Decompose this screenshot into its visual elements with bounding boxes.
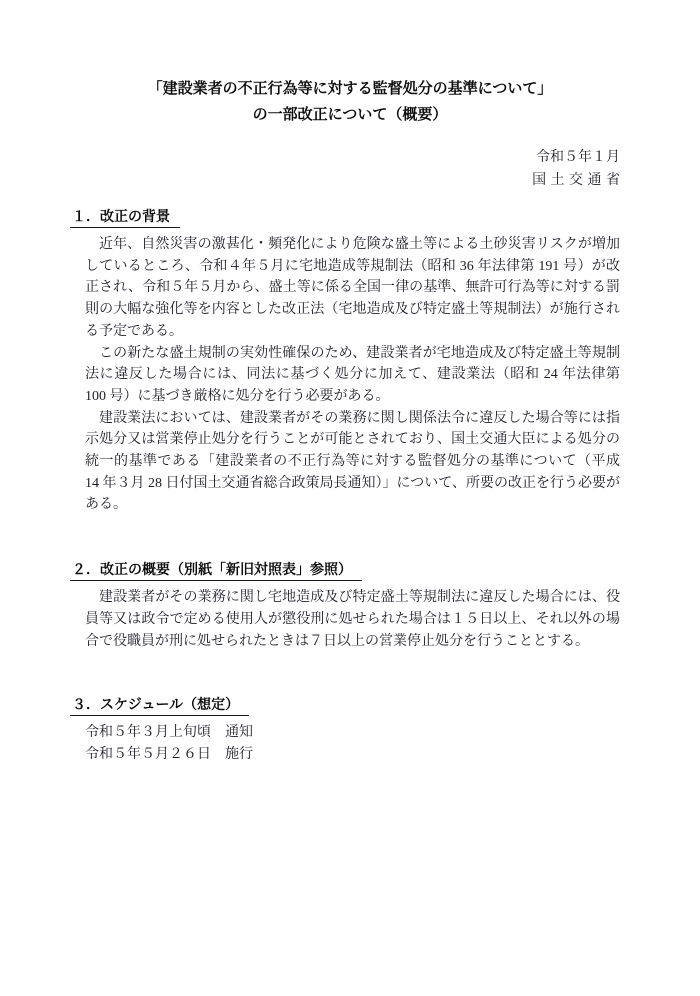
section-overview-heading: [70, 561, 700, 581]
background-paragraph-2: この新たな盛土規制の実効性確保のため、建設業者が宅地造成及び特定盛土等規制法に違反した場合には、同法に基づく処分に加えて、建設業法（昭和 24 年法律第 100 号）に基づき厳格に処分を行う必要がある。: [85, 345, 620, 404]
section-background: [0, 208, 700, 516]
section-overview-heading-text: ２．改正の概要（別紙「新旧対照表」参照）: [70, 561, 362, 581]
document-meta: [0, 146, 700, 192]
section-background-heading: [70, 208, 700, 228]
section-schedule: [0, 696, 700, 765]
document-title: [0, 0, 700, 128]
section-overview: [0, 561, 700, 652]
section-schedule-heading: [70, 696, 700, 716]
section-schedule-heading-text: ３．スケジュール（想定）: [70, 696, 249, 716]
schedule-item-enforcement: 令和５年５月２６日 施行: [85, 746, 253, 762]
background-paragraph-1: 近年、自然災害の激甚化・頻発化により危険な盛土等による土砂災害リスクが増加しているところ、令和４年５月に宅地造成等規制法（昭和 36 年法律第 191 号）が改正され、令和５年５月から、盛土等に係る全国一律の基準、無許可行為等に対する罰則の大幅な強化等を内容とした改正法（宅地造成及び特定盛土等規制法）が施行される予定である。: [85, 237, 620, 339]
overview-paragraph-1: 建設業者がその業務に関し宅地造成及び特定盛土等規制法に違反した場合には、役員等又は政令で定める使用人が懲役刑に処せられた場合は１５日以上、それ以外の場合で役職員が刑に処せられたときは７日以上の営業停止処分を行うこととする。: [85, 590, 620, 649]
section-background-heading-text: １．改正の背景: [70, 208, 180, 228]
background-paragraph-3: 建設業法においては、建設業者がその業務に関し関係法令に違反した場合等には指示処分又は営業停止処分を行うことが可能とされており、国土交通大臣による処分の統一的基準である「建設業者の不正行為等に対する監督処分の基準について（平成 14 年３月 28 日付国土交通省総合政策局長通知）」について、所要の改正を行う必要がある。: [85, 410, 620, 513]
title-line-2: の一部改正について（概要）: [252, 106, 448, 123]
schedule-item-notice: 令和５年３月上旬頃 通知: [85, 725, 253, 741]
document-date: 令和５年１月: [536, 150, 620, 165]
organization-name: 国土交通省: [532, 173, 625, 188]
title-line-1: 「建設業者の不正行為等に対する監督処分の基準について」: [147, 80, 553, 97]
